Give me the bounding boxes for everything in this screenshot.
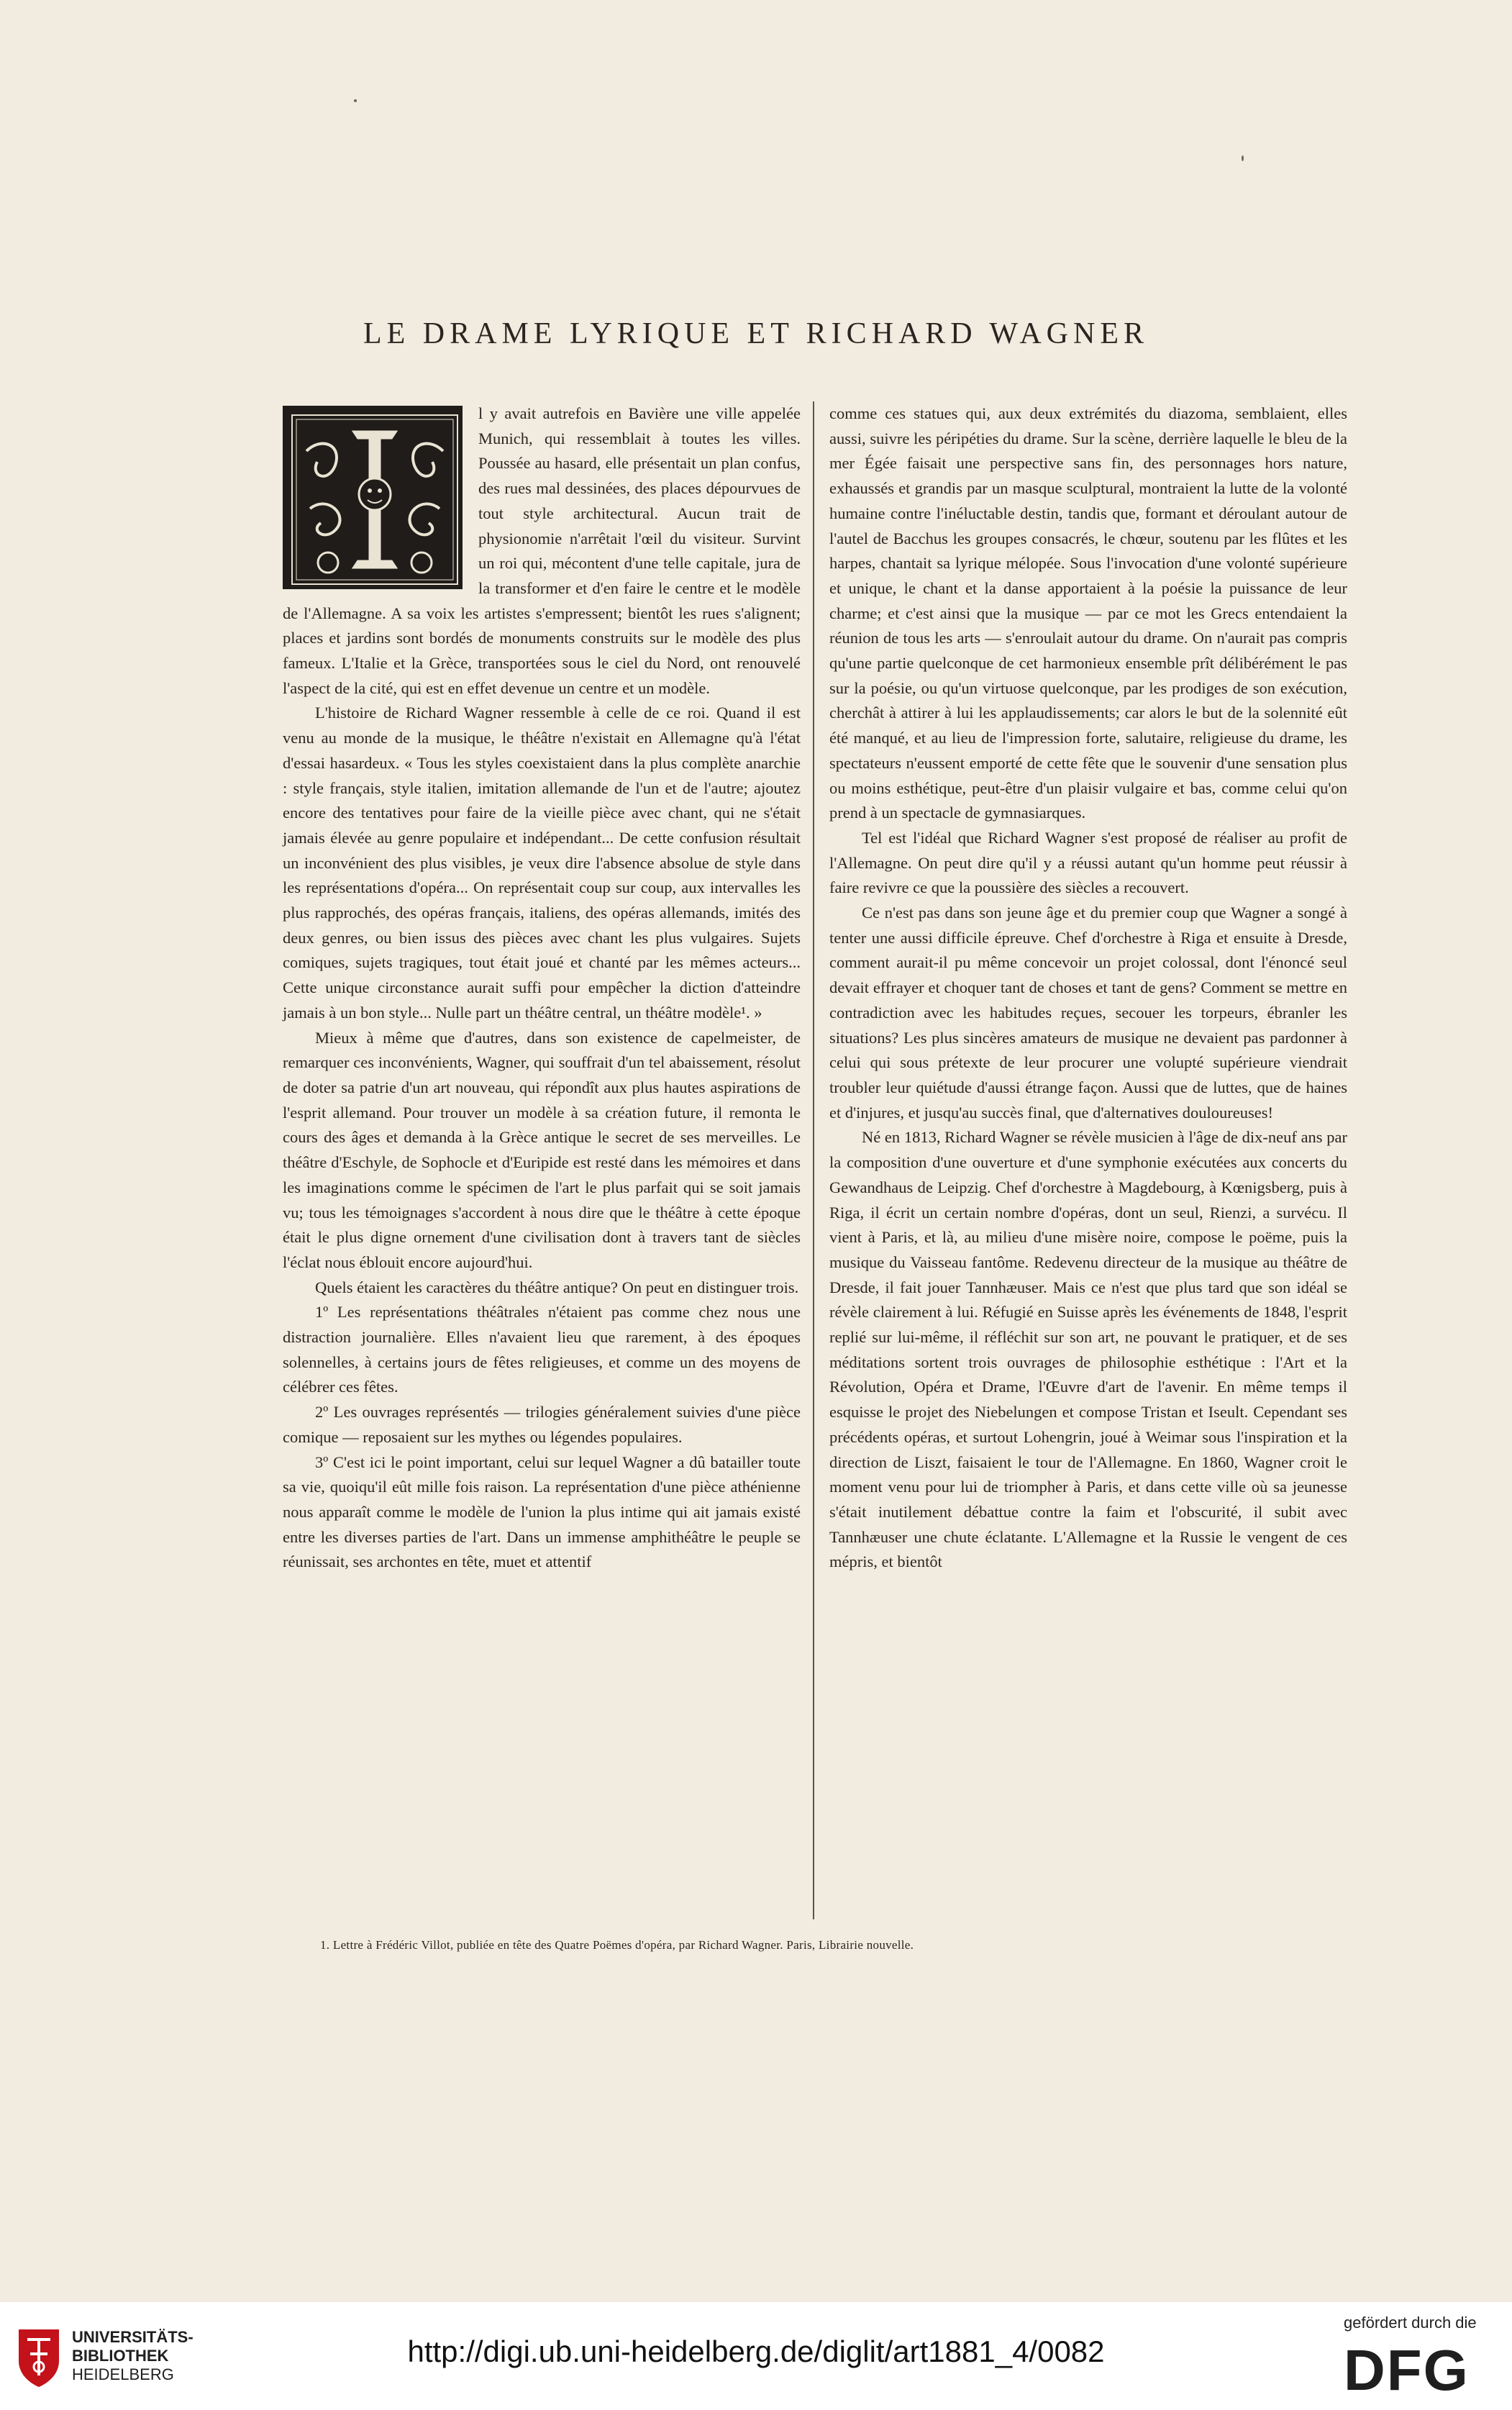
library-name-line: HEIDELBERG [72,2365,174,2383]
paragraph: Quels étaient les caractères du théâtre antique? On peut en distinguer trois. [315,1278,799,1296]
right-column [829,401,1347,1575]
paragraph: 1º Les représentations théâtrales n'étaient pas comme chez nous une distraction journalière. Elles n'avaient lieu que rarement, à des époques solennelles, à certains jours de fêtes religieuses, et comme un des moyens de célébrer ces fêtes. [283,1303,801,1396]
library-name-line: UNIVERSITÄTS- [72,2328,193,2346]
ornamental-initial-i-icon [283,406,463,589]
paragraph: Tel est l'idéal que Richard Wagner s'est proposé de réaliser au profit de l'Allemagne. On peut dire qu'il y a réussi autant qu'un homme peut réussir à faire revivre ce que la poussière des siècles a recouvert. [829,828,1347,897]
paragraph: Ce n'est pas dans son jeune âge et du premier coup que Wagner a songé à tenter une aussi difficile épreuve. Chef d'orchestre à Riga et ensuite à Dresde, comment aurait-il pu même concevoir un projet colossal, dont l'énoncé seul devait effrayer et choquer tant de choses et tant de gens? Comment se mettre en contradiction avec les habitudes reçues, secouer les torpeurs, ébranler les situations? Les plus sincères amateurs de musique ne devaient pas pardonner à celui qui sous prétexte de leur procurer une volupté supérieure viendrait troubler leur quiétude d'aussi étrange façon. Aussi que de luttes, que de haines et d'injures, et jusqu'au succès final, que d'alternatives douloureuses! [829,904,1347,1122]
paragraph: Mieux à même que d'autres, dans son existence de capelmeister, de remarquer ces inconvénients, Wagner, qui souffrait d'un tel abaissement, résolut de doter sa patrie d'un art nouveau, qui répondît aux plus hautes aspirations de l'esprit allemand. Pour trouver un modèle à sa création future, il remonta le cours des âges et demanda à la Grèce antique le secret de ses merveilles. Le théâtre d'Eschyle, de Sophocle et d'Euripide est resté dans les mémoires et dans les imaginations comme le spécimen de l'art le plus parfait qui se soit jamais vu; tous les témoignages s'accordent à nous dire que le théâtre à cette époque était le plus digne ornement d'une civilisation dont à travers tant de siècles l'éclat nous éblouit encore aujourd'hui. [283,1028,801,1271]
paragraph: L'histoire de Richard Wagner ressemble à celle de ce roi. Quand il est venu au monde de la musique, le théâtre n'existait en Allemagne qu'à l'état d'essai hasardeux. « Tous les styles coexistaient dans la plus complète anarchie : style français, style italien, imitation allemande de l'un et de l'autre; ajoutez encore des tentatives pour faire de la vieille pièce avec chant, qui ne s'était jamais élevée au genre populaire et indépendant... De cette confusion résultait un inconvénient des plus visibles, je veux dire l'absence absolue de style dans les représentations d'opéra... On représentait coup sur coup, aux intervalles les plus rapprochés, des opéras français, italiens, des opéras allemands, imités des deux genres, ou bien issus des pièces avec chant les plus vulgaires. Sujets comiques, sujets tragiques, tout était joué et chanté par les mêmes acteurs... Cette unique circonstance aurait suffi pour empêcher la diction d'atteindre jamais à un bon style... Nulle part un théâtre central, un théâtre modèle¹. » [283,704,801,1022]
paragraph [283,401,801,701]
paragraph-text: l y avait autrefois en Bavière une ville appelée Munich, qui ressemblait à toutes les villes. Poussée au hasard, elle présentait un plan confus, des rues mal dessinées, des places dépourvues de tout style architectural. Aucun trait de physionomie n'arrêtait l'œil du visiteur. Survint un roi qui, mécontent d'une telle capitale, jura de la transformer et d'en faire le centre et le modèle de l'Allemagne. A sa voix les artistes s'empressent; bientôt les rues s'alignent; places et jardins sont bordés de monuments construits sur le modèle des plus fameux. L'Italie et la Grèce, transportées sous le ciel du Nord, ont renouvelé l'aspect de la cité, qui est en effet devenue un centre et un modèle. [283,404,801,697]
paragraph: 2º Les ouvrages représentés — trilogies généralement suivies d'une pièce comique — reposaient sur les mythes ou légendes populaires. [283,1403,801,1446]
paper-speck [1242,155,1244,161]
article-title: LE DRAME LYRIQUE ET RICHARD WAGNER [363,317,1149,350]
library-name-line: BIBLIOTHEK [72,2347,169,2365]
funding-caption: gefördert durch die [1344,2314,1477,2332]
permalink-url[interactable]: http://digi.ub.uni-heidelberg.de/diglit/art1881_4/0082 [407,2334,1105,2368]
paragraph: comme ces statues qui, aux deux extrémités du diazoma, semblaient, elles aussi, suivre les péripéties du drame. Sur la scène, derrière laquelle le bleu de la mer Égée faisait une perspective sans fin, des personnages hors nature, exhaussés et grandis par un masque sculptural, montraient la lutte de la volonté humaine contre l'inéluctable destin, tandis que, formant et déroulant autour de l'autel de Bacchus les groupes consacrés, le chœur, soutenu par les flûtes et les harpes, chantait sa lyrique mélopée. Sous l'invocation d'une volonté supérieure et unique, le chant et la danse apportaient à la poésie la puissance de leur charme; et c'est ainsi que la musique — par ce mot les Grecs entendaient la réunion de tous les arts — s'enroulait autour du drame. On n'aurait pas compris qu'une partie quelconque de cet harmonieux ensemble prît délibérément le pas sur la poésie, ou qu'un virtuose quelconque, par les prodiges de son exécution, cherchât à attirer à lui les applaudissements; car alors le but de la solennité eût été manqué, et au lieu de l'impression forte, salutaire, religieuse du drame, les spectateurs n'eussent emporté de cette fête que le souvenir d'une sensation plus ou moins esthétique, peut-être d'un plaisir vulgaire et bas, comme celui qu'on prend à un spectacle de gymnasiarques. [829,404,1347,822]
column-divider [813,401,814,1919]
left-column [283,401,801,1575]
paragraph: Né en 1813, Richard Wagner se révèle musicien à l'âge de dix-neuf ans par la composition d'une ouverture et d'une symphonie exécutées aux concerts du Gewandhaus de Leipzig. Chef d'orchestre à Magdebourg, à Kœnigsberg, puis à Riga, il écrit un certain nombre d'opéras, dont un seul, Rienzi, a survécu. Il vient à Paris, et là, au milieu d'une misère noire, compose le poëme, puis la musique du Vaisseau fantôme. Redevenu directeur de la musique au théâtre de Dresde, il fait jouer Tannhæuser. Mais ce n'est que plus tard que son idéal se révèle clairement à lui. Réfugié en Suisse après les événements de 1848, l'esprit replié sur lui-même, il réfléchit sur son art, ne pouvant le pratiquer, et de ses méditations sortent trois ouvrages de philosophie esthétique : l'Art et la Révolution, Opéra et Drame, l'Œuvre d'art de l'avenir. En même temps il esquisse le projet des Niebelungen et compose Tristan et Iseult. Cependant ses précédents opéras, et surtout Lohengrin, joué à Weimar sous l'inspiration et la direction de Liszt, faisaient le tour de l'Allemagne. En 1860, Wagner croit le moment venu pour lui de triompher à Paris, et dans cette ville où sa jeunesse s'était inutilement débattue contre la faim et l'obscurité, il subit avec Tannhæuser une chute éclatante. L'Allemagne et la Russie le vengent de ces mépris, et bientôt [829,1128,1347,1571]
paper-speck [354,99,357,102]
dfg-logo: DFG [1344,2338,1470,2402]
footnote: 1. Lettre à Frédéric Villot, publiée en tête des Quatre Poëmes d'opéra, par Richard Wagner. Paris, Librairie nouvelle. [320,1938,914,1952]
paragraph: 3º C'est ici le point important, celui sur lequel Wagner a dû batailler toute sa vie, quoiqu'il eût mille fois raison. La représentation d'une pièce athénienne nous apparaît comme le modèle de l'union la plus intime qui ait jamais existé entre les diverses parties de l'art. Dans un immense amphithéâtre le peuple se réunissait, ses archontes en tête, muet et attentif [283,1452,801,1571]
